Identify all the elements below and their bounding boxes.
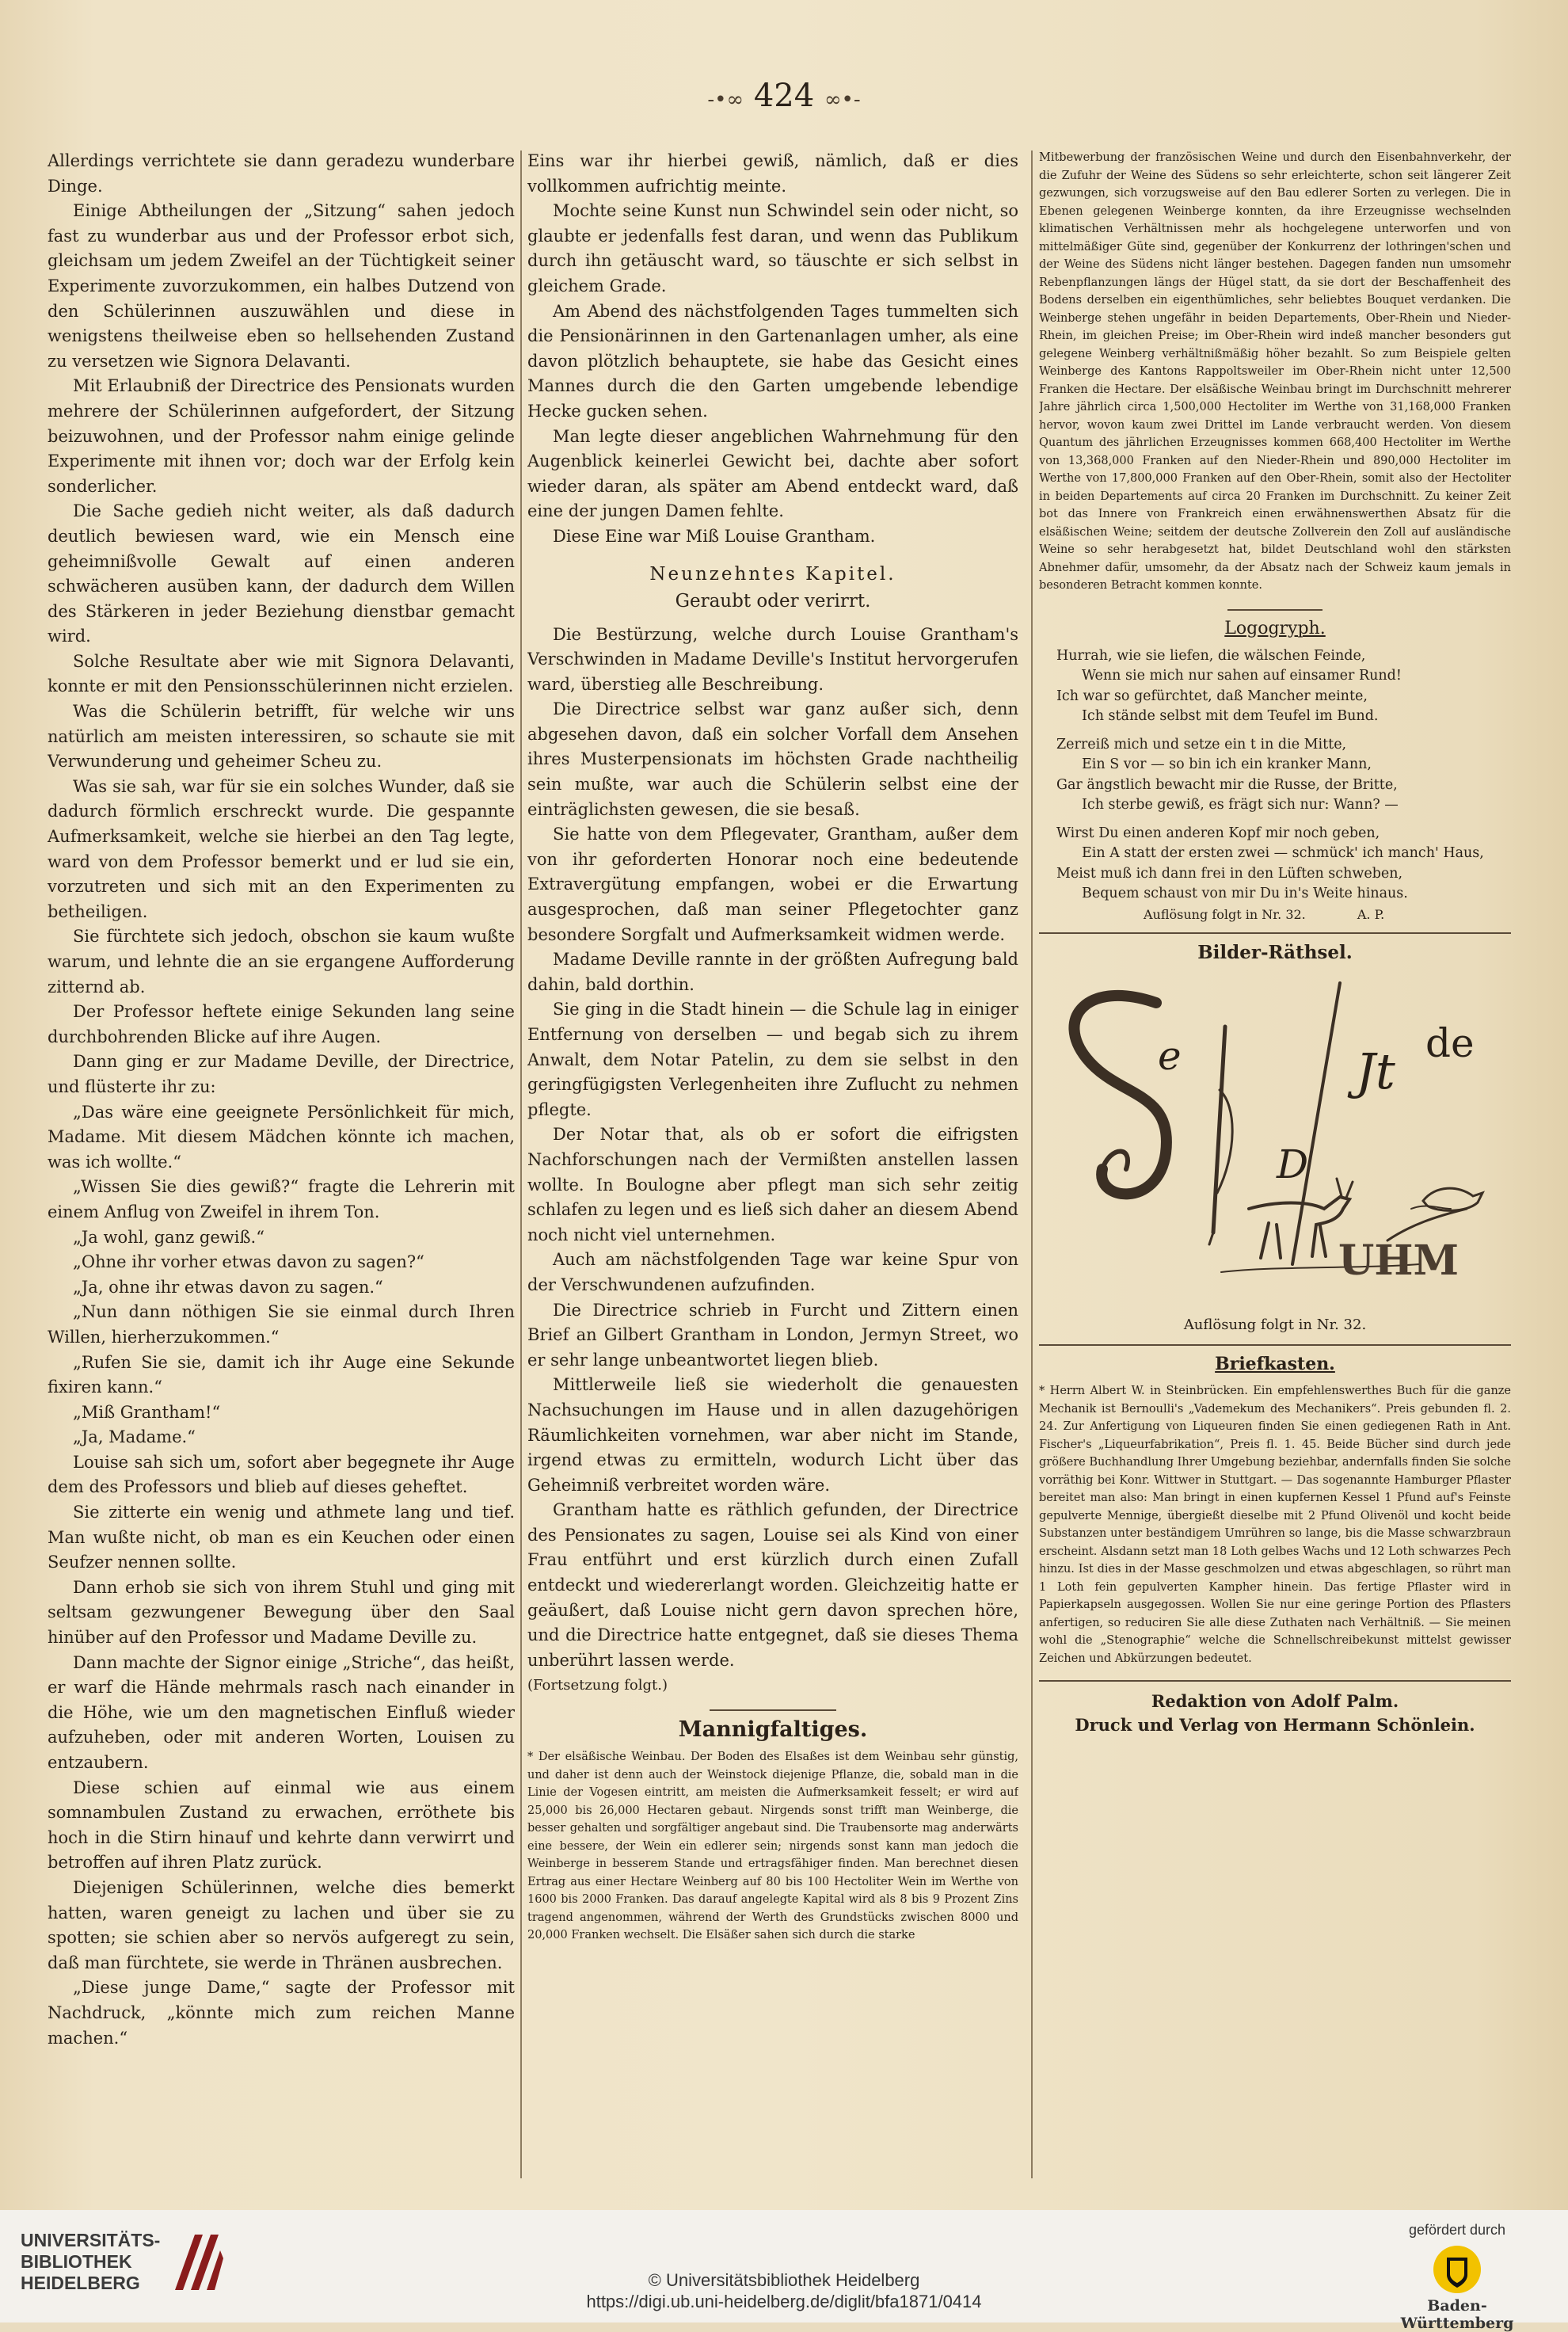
paragraph: Der Notar that, als ob er sofort die eifrigsten Nachforschungen nach der Vermißten anstellen lassen wollte. In Boulogne aber pflegt man sich sehr zeitig schlafen zu legen und es ließ sich daher an diesem Abend noch nicht viel unternehmen. (527, 1125, 1018, 1244)
puzzle-letter: D (1277, 1141, 1309, 1187)
section-rule (1227, 609, 1323, 611)
paragraph: Solche Resultate aber wie mit Signora Delavanti, konnte er mit den Pensionsschülerinnen nicht erzielen. (48, 651, 515, 696)
column-3 (1039, 149, 1511, 1737)
paragraph: Mochte seine Kunst nun Schwindel sein oder nicht, so glaubte er jedenfalls fest daran, und wenn das Publikum durch ihn getäuscht ward, so täuschte er sich selbst in gleichem Grade. (527, 201, 1018, 295)
paragraph: Am Abend des nächstfolgenden Tages tummelten sich die Pensionärinnen in den Gartenanlagen umher, als eine davon plötzlich behauptete, sie habe das Gesicht eines Mannes durch die den Garten umgebende lebendige Hecke gucken sehen. (527, 301, 1018, 421)
column-rule (520, 151, 522, 2178)
funding-logo[interactable]: gefördert durch Baden-Württemberg (1400, 2222, 1514, 2332)
paragraph: Mit Erlaubniß der Directrice des Pensionats wurden mehrere der Schülerinnen aufgefordert, der Sitzung beizuwohnen, und der Professor nahm einige gelinde Experimente mit ihnen vor; doch war der Erfolg kein sonderlicher. (48, 376, 515, 496)
paragraph: Einige Abtheilungen der „Sitzung“ sahen jedoch fast zu wunderbar aus und der Professor erbot sich, gleichsam um jedem Zweifel an der Tüchtigkeit seiner Experimente zuvorzukommen, ein halbes Dutzend von den Schülerinnen auszuwählen und diese in wenigstens theilweise eben so hellsehenden Zustand zu versetzen wie Signora Delavanti. (48, 201, 515, 371)
section-rule (1039, 932, 1511, 934)
paragraph: „Ohne ihr vorher etwas davon zu sagen?“ (73, 1252, 424, 1272)
logogryph-poem: Zerreiß mich und setze ein t in die Mitte, Ein S vor — so bin ich ein kranker Mann, Gar ängstlich bewacht mir die Russe, der Britte, Ich sterbe gewiß, es frägt sich nur: Wann? — (1056, 736, 1399, 813)
paragraph: „Ja wohl, ganz gewiß.“ (73, 1227, 265, 1247)
paragraph: Was sie sah, war für sie ein solches Wunder, daß sie dadurch förmlich erschreckt wurde. Die gespannte Aufmerksamkeit, welche sie hierbei an den Tag legte, ward von dem Professor bemerkt und er lud sie ein, vorzutreten und sich mit an den Experimenten zu betheiligen. (48, 776, 515, 921)
paragraph: Die Sache gedieh nicht weiter, als daß dadurch deutlich bewiesen ward, wie ein Mensch eine geheimnißvolle Gewalt auf einen anderen schwächeren ausüben kann, der dadurch dem Willen des Stärkeren in jeder Beziehung dienstbar gemacht wird. (48, 501, 515, 646)
column-2 (527, 149, 1018, 1945)
paragraph: Diejenigen Schülerinnen, welche dies bemerkt hatten, waren geneigt zu lachen und über sie zu spotten; sie schien aber so nervös aufgeregt zu sein, daß man fürchtete, sie werde in Thränen ausbrechen. (48, 1877, 515, 1972)
logogryph-title: Logogryph. (1224, 618, 1326, 638)
paragraph: Man legte dieser angeblichen Wahrnehmung für den Augenblick keinerlei Gewicht bei, dachte aber sofort wieder daran, als später am Abend entdeckt ward, daß eine der jungen Damen fehlte. (527, 426, 1018, 521)
continuation-note: (Fortsetzung folgt.) (527, 1677, 668, 1694)
paragraph: Sie ging in die Stadt hinein — die Schule lag in einiger Entfernung von derselben — und begab sich zu ihrem Anwalt, dem Notar Patelin, zu dem sie selbst in den geringfügigsten Verlegenheiten ihre Zuflucht zu nehmen pflegte. (527, 1000, 1018, 1119)
paragraph: Louise sah sich um, sofort aber begegnete ihr Auge dem des Professors und blieb auf dieses geheftet. (48, 1452, 515, 1497)
paragraph: Allerdings verrichtete sie dann geradezu wunderbare Dinge. (48, 151, 515, 196)
paragraph: „Ja, Madame.“ (73, 1427, 196, 1447)
paragraph: Sie hatte von dem Pflegevater, Grantham, außer dem von ihr geforderten Honorar noch eine bedeutende Extravergütung empfangen, wobei er die Erwartung ausgesprochen, daß man seiner Pflegetochter ganz besondere Sorgfalt und Aufmerksamkeit widmen werde. (527, 825, 1018, 944)
paragraph: * Herrn Albert W. in Steinbrücken. Ein empfehlenswerthes Buch für die ganze Mechanik ist Bernoulli's „Vademekum des Mechanikers“. Preis gebunden fl. 2. 24. Zur Anfertigung von Liqueuren finden Sie einen gediegenen Rath in Ant. Fischer's „Liqueurfabrikation“, Preis fl. 1. 45. Beide Bücher sind durch jede größere Buchhandlung Ihrer Umgebung beziehbar, andernfalls finden Sie solche vorräthig bei Konr. Wittwer in Stuttgart. — Das sogenannte Hamburger Pflaster bereitet man also: Man bringt in einen kupfernen Kessel 1 Pfund auf's Feinste gepulverte Mennige, übergießt dieselbe mit 2 Pfund Olivenöl und kocht beide Substanzen unter beständigem Umrühren so lange, bis die Masse schwarzbraun erscheint. Alsdann setzt man 18 Loth gelbes Wachs und 12 Loth schwarzes Pech hinzu. Ist dies in der Masse geschmolzen und etwas abgeschlagen, so rührt man 1 Loth fein gepulverten Kampher hinein. Das fertige Pflaster wird in Papierkapseln ausgegossen. Wollen Sie nur eine geringe Portion des Pflasters anfertigen, so reduciren Sie alle diese Zuthaten nach Verhältniß. — Sie meinen wohl die „Stenographie“ welche die Schnellschreibekunst mittelst gewisser Zeichen und Abkürzungen bedeutet. (1039, 1385, 1511, 1665)
paragraph: „Das wäre eine geeignete Persönlichkeit für mich, Madame. Mit diesem Mädchen könnte ich machen, was ich wollte.“ (48, 1102, 515, 1172)
paragraph: Madame Deville rannte in der größten Aufregung bald dahin, bald dorthin. (527, 950, 1018, 994)
section-rule (1039, 1680, 1511, 1682)
paragraph: Sie zitterte ein wenig und athmete lang und tief. Man wußte nicht, ob man es ein Keuchen oder einen Seufzer nennen sollte. (48, 1503, 515, 1572)
page-number: -•∞ 424 ∞•- (707, 78, 861, 114)
paragraph: Mittlerweile ließ sie wiederholt die genauesten Nachsuchungen im Hause und in allen dazugehörigen Räumlichkeiten vornehmen, war aber nicht im Stande, irgend etwas zu ermitteln, wodurch Licht über das Geheimniß verbreitet worden wäre. (527, 1375, 1018, 1495)
paragraph: Die Bestürzung, welche durch Louise Grantham's Verschwinden in Madame Deville's Institut hervorgerufen ward, überstieg alle Beschreibung. (527, 624, 1018, 694)
paragraph: Dann machte der Signor einige „Striche“, das heißt, er warf die Hände mehrmals rasch nach einander in die Höhe, wie um den magnetischen Einfluß wieder aufzuheben, oder mit anderen Worten, Louisen zu entzaubern. (48, 1652, 515, 1772)
solution-note: Auflösung folgt in Nr. 32. (1144, 906, 1306, 922)
paragraph: „Rufen Sie sie, damit ich ihr Auge eine Sekunde fixiren kann.“ (48, 1352, 515, 1397)
paragraph: * Der elsäßische Weinbau. Der Boden des Elsaßes ist dem Weinbau sehr günstig, und daher ist denn auch der Weinstock diejenige Pflanze, die, sobald man in die Linie der Vogesen eintritt, am meisten die Aufmerksamkeit fesselt; er wird auf 25,000 bis 26,000 Hectaren gebaut. Nirgends sonst trifft man Weinberge, die besser gehalten und sorgfältiger angebaut sind. Die Traubensorte mag anderwärts eine bessere, der Wein ein edlerer sein; nirgends sonst kann man jedoch die Weinberge in besserem Stande und ertragsfähiger finden. Man berechnet diesen Ertrag aus einer Hectare Weinberg auf 80 bis 100 Hectoliter Wein im Werthe von 1600 bis 2000 Franken. Das darauf angelegte Kapital wird als 8 bis 9 Prozent Zins tragend angenommen, während der Werth des Grundstücks zwischen 8000 und 20,000 Franken wechselt. Die Elsäßer sahen sich durch die starke (527, 1751, 1018, 1942)
letterbox-title: Briefkasten. (1215, 1354, 1335, 1374)
section-rule (1039, 1344, 1511, 1346)
paragraph: „Wissen Sie dies gewiß?“ fragte die Lehrerin mit einem Anflug von Zweifel in ihrem Ton. (48, 1177, 515, 1221)
paragraph: Diese Eine war Miß Louise Grantham. (553, 526, 876, 546)
paragraph: Sie fürchtete sich jedoch, obschon sie kaum wußte warum, und lehnte die an sie ergangene Aufforderung zitternd ab. (48, 927, 515, 996)
picture-puzzle (1039, 971, 1511, 1312)
paragraph: Dann erhob sie sich von ihrem Stuhl und ging mit seltsam gezwungener Bewegung über den Saal hinüber auf den Professor und Madame Deville zu. (48, 1577, 515, 1648)
chapter-subtitle: Geraubt oder verirrt. (675, 590, 871, 612)
paragraph: Grantham hatte es räthlich gefunden, der Directrice des Pensionates zu sagen, Louise sei als Kind von einer Frau entführt und erst kürzlich durch einen Zufall entdeckt und wiedererlangt worden. Gleichzeitig hatte er geäußert, daß Louise nicht gern davon sprechen höre, und die Directrice hatte entgegnet, daß sie dieses Thema unberührt lassen werde. (527, 1500, 1018, 1670)
copyright-text: © Universitätsbibliothek Heidelberg (648, 2270, 920, 2290)
left-ornament: -•∞ (707, 88, 744, 112)
paragraph: „Ja, ohne ihr etwas davon zu sagen.“ (73, 1277, 383, 1297)
imprint: Redaktion von Adolf Palm. Druck und Verlag von Hermann Schönlein. (1075, 1691, 1475, 1735)
chapter-heading: Neunzehntes Kapitel. (649, 563, 896, 585)
solution-note: Auflösung folgt in Nr. 32. (1183, 1317, 1367, 1333)
section-rule (710, 1709, 836, 1711)
source-url[interactable]: https://digi.ub.uni-heidelberg.de/diglit/bfa1871/0414 (586, 2292, 982, 2311)
paragraph: Auch am nächstfolgenden Tage war keine Spur von der Verschwundenen aufzufinden. (527, 1250, 1018, 1294)
paragraph: „Diese junge Dame,“ sagte der Professor mit Nachdruck, „könnte mich zum reichen Manne machen.“ (48, 1978, 515, 2048)
paragraph: Eins war ihr hierbei gewiß, nämlich, daß er dies vollkommen aufrichtig meinte. (527, 151, 1018, 196)
author-initials: A. P. (1357, 906, 1385, 922)
paragraph: Der Professor heftete einige Sekunden lang seine durchbohrenden Blicke auf ihre Augen. (48, 1002, 515, 1046)
paragraph: Die Directrice schrieb in Furcht und Zittern einen Brief an Gilbert Grantham in London, Jermyn Street, wo er sehr lange unbeantwortet liegen blieb. (527, 1300, 1018, 1370)
paragraph: „Miß Grantham!“ (73, 1402, 221, 1422)
paragraph: Diese schien auf einmal wie aus einem somnambulen Zustand zu erwachen, erröthete bis hoch in die Stirn hinauf und kehrte dann verwirrt und betroffen auf ihren Platz zurück. (48, 1778, 515, 1873)
puzzle-letter: de (1425, 1020, 1475, 1066)
paragraph: Was die Schülerin betrifft, für welche wir uns natürlich am meisten interessiren, so schaute sie mit Verwunderung und geheimer Scheu zu. (48, 702, 515, 772)
puzzle-letter: UHM (1338, 1236, 1460, 1285)
section-title: Mannigfaltiges. (678, 1717, 868, 1743)
logogryph-poem: Wirst Du einen anderen Kopf mir noch geben, Ein A statt der ersten zwei — schmück' ich manch' Haus, Meist muß ich dann frei in den Lüften schweben, Bequem schaust von mir Du in's Weite hinaus. Auflösung folgt in Nr. 32. A. P. (1056, 825, 1484, 922)
logogryph-poem: Hurrah, wie sie liefen, die wälschen Feinde, Wenn sie mich nur sahen auf einsamer Rund! Ich war so gefürchtet, daß Mancher meinte, Ich stände selbst mit dem Teufel im Bund. (1056, 647, 1402, 724)
paragraph: Dann ging er zur Madame Deville, der Directrice, und flüsterte ihr zu: (48, 1052, 515, 1096)
state-coat-of-arms-icon (1429, 2243, 1485, 2296)
picture-puzzle-title: Bilder-Räthsel. (1197, 942, 1353, 963)
column-rule (1031, 151, 1033, 2178)
paragraph: Die Directrice selbst war ganz außer sich, denn abgesehen davon, daß ein solcher Vorfall dem Ansehen ihres Musterpensionats im höchsten Grade nachtheilig sein mußte, war auch die Schülerin selbst eine der einträglichsten gewesen, die sie besaß. (527, 699, 1018, 819)
puzzle-letter: Jt (1356, 1042, 1395, 1100)
right-ornament: ∞•- (824, 88, 861, 112)
puzzle-letter: e (1158, 1033, 1182, 1079)
paragraph: Mitbewerbung der französischen Weine und durch den Eisenbahnverkehr, der die Zufuhr der Weine des Südens so sehr erleichterte, schon seit längerer Zeit gezwungen, sich vorzugsweise auf den Bau edlerer Sorten zu verlegen. Die in Ebenen gelegenen Weinberge konnten, da ihre Erzeugnisse wechselnden klimatischen Verhältnissen mehr als hochgelegene unterworfen und von mittelmäßiger Güte sind, gegenüber der Konkurrenz der lothringen'schen und der Weine des Südens nicht länger bestehen. Dagegen fanden nun umsomehr Rebenpflanzungen längs der Hügel statt, da sie dort der Beschaffenheit des Bodens derselben ein eigenthümliches, sehr beliebtes Bouquet verdanken. Die Weinberge stehen ungefähr in beiden Departements, Ober-Rhein und Nieder-Rhein, im gleichen Preise; im Ober-Rhein wird indeß mancher besonders gut gelegene Weinberg verhältnißmäßig höher bezahlt. So zum Beispiele gelten Weinberge des Kantons Rappoltsweiler im Ober-Rhein nicht unter 12,500 Franken die Hectare. Der elsäßische Weinbau bringt im Durchschnitt mehrerer Jahre jährlich circa 1,500,000 Hectoliter im Werthe von 31,168,000 Franken hervor, wovon kaum zwei Drittel im Lande verbraucht werden. Von diesem Quantum des jährlichen Erzeugnisses kommen 668,400 Hectoliter im Werthe von 13,368,000 Franken auf den Nieder-Rhein und 890,000 Hectoliter im Werthe von 17,800,000 Franken auf den Ober-Rhein, somit also der Hectoliter in beiden Departements auf circa 20 Franken im Durchschnitt. Zu keiner Zeit bot das Innere von Frankreich einen erwähnenswerthen Absatz für die elsäßischen Weine; seitdem der deutsche Zollverein den Zoll auf ausländische Weine so sehr herabgesetzt hat, bildet Deutschland wohl den stärksten Abnehmer dafür, umsomehr, da der Absatz nach der Schweiz kaum jemals in besonderen Betracht kommen konnte. (1039, 151, 1511, 592)
column-1 (48, 149, 515, 2051)
paragraph: „Nun dann nöthigen Sie sie einmal durch Ihren Willen, hierherzukommen.“ (48, 1302, 515, 1347)
library-logo[interactable]: UNIVERSITÄTS- BIBLIOTHEK HEIDELBERG (21, 2230, 226, 2294)
